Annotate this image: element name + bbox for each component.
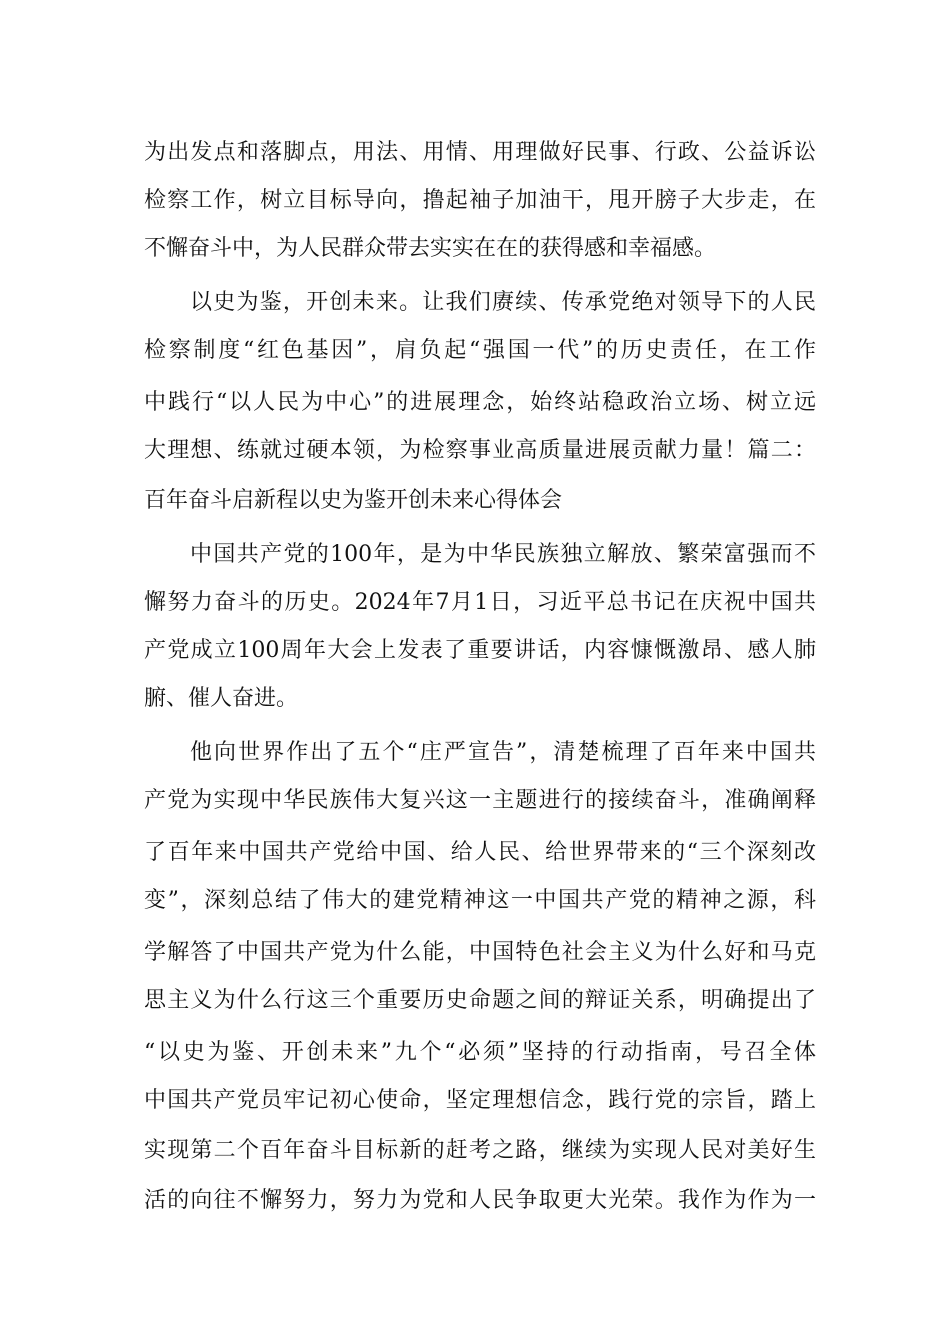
text-line: 中国共产党员牢记初心使命，坚定理想信念，践行党的宗旨，踏上: [144, 1088, 816, 1113]
text-line: 实现第二个百年奋斗目标新的赶考之路，继续为实现人民对美好生: [144, 1138, 816, 1163]
text-line: 学解答了中国共产党为什么能，中国特色社会主义为什么好和马克: [144, 940, 816, 965]
text-line: 为出发点和落脚点，用法、用情、用理做好民事、行政、公益诉讼: [144, 140, 816, 165]
text-line: 以史为鉴，开创未来。让我们赓续、传承党绝对领导下的人民: [190, 290, 816, 315]
text-line: 检察制度“红色基因”，肩负起“强国一代”的历史责任，在工作: [144, 338, 816, 363]
text-line: 产党成立100周年大会上发表了重要讲话，内容慷慨激昂、感人肺: [144, 638, 816, 663]
text-line: 大理想、练就过硬本领，为检察事业高质量进展贡献力量！篇二：: [144, 438, 816, 463]
text-line: 活的向往不懈努力，努力为党和人民争取更大光荣。我作为作为一: [144, 1188, 816, 1213]
text-line: 思主义为什么行这三个重要历史命题之间的辩证关系，明确提出了: [144, 988, 816, 1013]
text-line: 中国共产党的100年，是为中华民族独立解放、繁荣富强而不: [190, 542, 816, 567]
text-line: “以史为鉴、开创未来”九个“必须”坚持的行动指南，号召全体: [144, 1040, 816, 1065]
text-line: 中践行“以人民为中心”的进展理念，始终站稳政治立场、树立远: [144, 390, 816, 415]
text-line: 不懈奋斗中，为人民群众带去实实在在的获得感和幸福感。: [144, 236, 717, 261]
text-line: 腑、催人奋进。: [144, 686, 299, 711]
text-line: 他向世界作出了五个“庄严宣告”，清楚梳理了百年来中国共: [190, 740, 816, 765]
text-line: 变”，深刻总结了伟大的建党精神这一中国共产党的精神之源，科: [144, 888, 816, 913]
text-line: 产党为实现中华民族伟大复兴这一主题进行的接续奋斗，准确阐释: [144, 788, 816, 813]
text-line: 懈努力奋斗的历史。2024年7月1日，习近平总书记在庆祝中国共: [144, 590, 816, 615]
text-line: 了百年来中国共产党给中国、给人民、给世界带来的“三个深刻改: [144, 840, 816, 865]
text-line: 检察工作，树立目标导向，撸起袖子加油干，甩开膀子大步走，在: [144, 188, 816, 213]
text-line: 百年奋斗启新程以史为鉴开创未来心得体会: [144, 488, 563, 513]
